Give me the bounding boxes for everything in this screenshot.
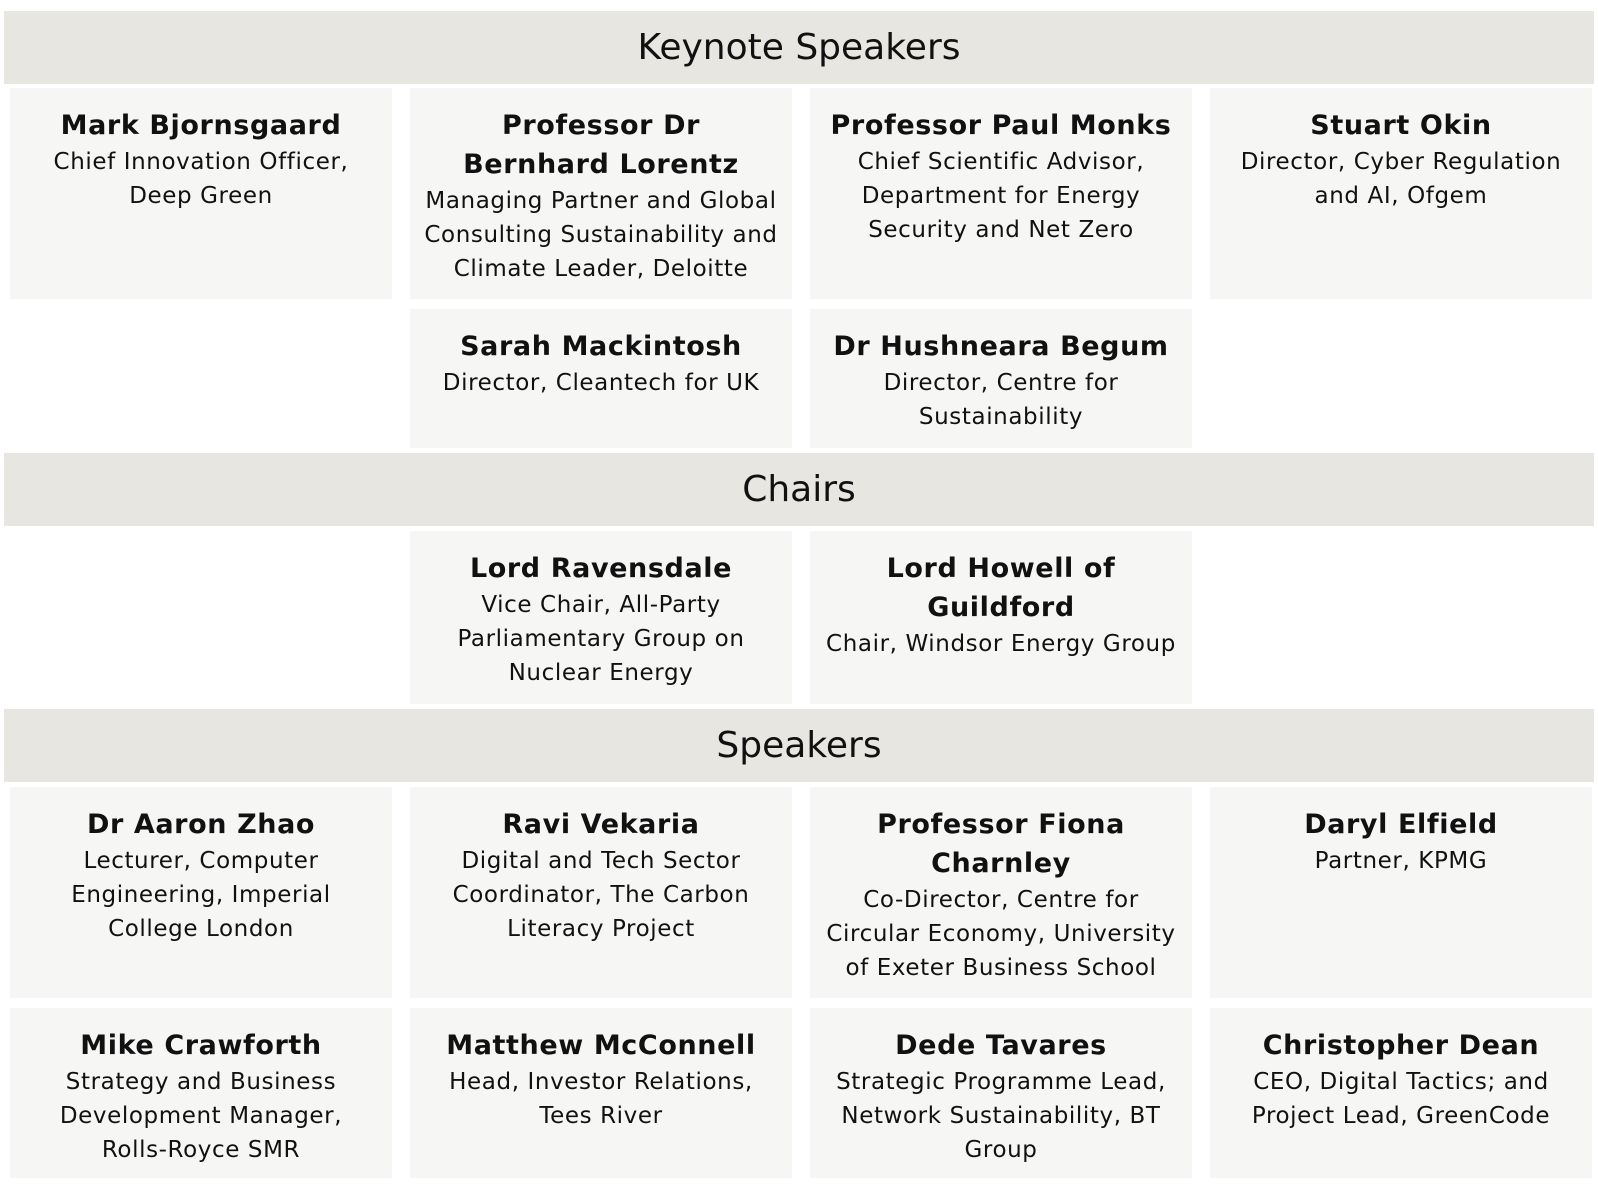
speaker-name: Sarah Mackintosh — [460, 331, 742, 362]
section-header-speakers: Speakers — [4, 709, 1594, 782]
speaker-role: Strategy and Business Development Manager, Rolls-Royce SMR — [59, 1069, 343, 1163]
section-header-keynote: Keynote Speakers — [4, 11, 1594, 84]
speaker-card — [1210, 1008, 1592, 1178]
speaker-card — [1210, 88, 1592, 299]
speaker-name: Mike Crawforth — [80, 1030, 322, 1061]
speaker-card — [410, 787, 792, 998]
speaker-role: Chief Scientific Advisor, Department for Energy Security and Net Zero — [857, 149, 1145, 243]
speaker-card — [810, 309, 1192, 448]
speaker-role: Chief Innovation Officer, Deep Green — [53, 149, 349, 209]
speaker-name: Christopher Dean — [1262, 1030, 1540, 1061]
section-header-chairs: Chairs — [4, 453, 1594, 526]
speaker-card — [810, 1008, 1192, 1178]
speaker-role: Co-Director, Centre for Circular Economy, University of Exeter Business School — [826, 887, 1176, 981]
speaker-card — [1210, 787, 1592, 998]
speaker-name: Ravi Vekaria — [502, 809, 700, 840]
speaker-name: Matthew McConnell — [446, 1030, 756, 1061]
speaker-card — [810, 531, 1192, 704]
speaker-role: Digital and Tech Sector Coordinator, The Carbon Literacy Project — [452, 848, 750, 942]
speaker-role: Director, Cyber Regulation and AI, Ofgem — [1240, 149, 1562, 209]
speaker-name: Lord Howell of Guildford — [886, 553, 1116, 623]
speaker-name: Lord Ravensdale — [469, 553, 733, 584]
speaker-role: Partner, KPMG — [1314, 848, 1488, 874]
speaker-card — [10, 88, 392, 299]
speaker-role: Director, Cleantech for UK — [442, 370, 760, 396]
speaker-card — [410, 88, 792, 299]
speaker-card — [410, 309, 792, 448]
speaker-name: Mark Bjornsgaard — [60, 110, 342, 141]
speaker-role: CEO, Digital Tactics; and Project Lead, GreenCode — [1251, 1069, 1551, 1129]
speaker-role: Lecturer, Computer Engineering, Imperial College London — [71, 848, 331, 942]
speaker-card — [810, 787, 1192, 998]
speaker-card — [810, 88, 1192, 299]
speaker-role: Strategic Programme Lead, Network Sustainability, BT Group — [836, 1069, 1166, 1163]
speaker-role: Chair, Windsor Energy Group — [826, 631, 1176, 657]
speaker-name: Daryl Elfield — [1304, 809, 1498, 840]
speaker-card — [10, 1008, 392, 1178]
speaker-name: Professor Dr Bernhard Lorentz — [463, 110, 739, 180]
speaker-role: Vice Chair, All-Party Parliamentary Group on Nuclear Energy — [457, 592, 745, 686]
speaker-name: Dr Aaron Zhao — [86, 809, 316, 840]
speaker-name: Dede Tavares — [895, 1030, 1107, 1061]
speaker-name: Professor Paul Monks — [830, 110, 1172, 141]
speaker-card — [410, 531, 792, 704]
speaker-role: Managing Partner and Global Consulting Sustainability and Climate Leader, Deloitte — [424, 188, 778, 282]
speaker-name: Stuart Okin — [1310, 110, 1492, 141]
speaker-name: Dr Hushneara Begum — [833, 331, 1169, 362]
speaker-role: Head, Investor Relations, Tees River — [449, 1069, 753, 1129]
speaker-name: Professor Fiona Charnley — [877, 809, 1125, 879]
speaker-card — [10, 787, 392, 998]
speaker-role: Director, Centre for Sustainability — [883, 370, 1119, 430]
speaker-card — [410, 1008, 792, 1178]
